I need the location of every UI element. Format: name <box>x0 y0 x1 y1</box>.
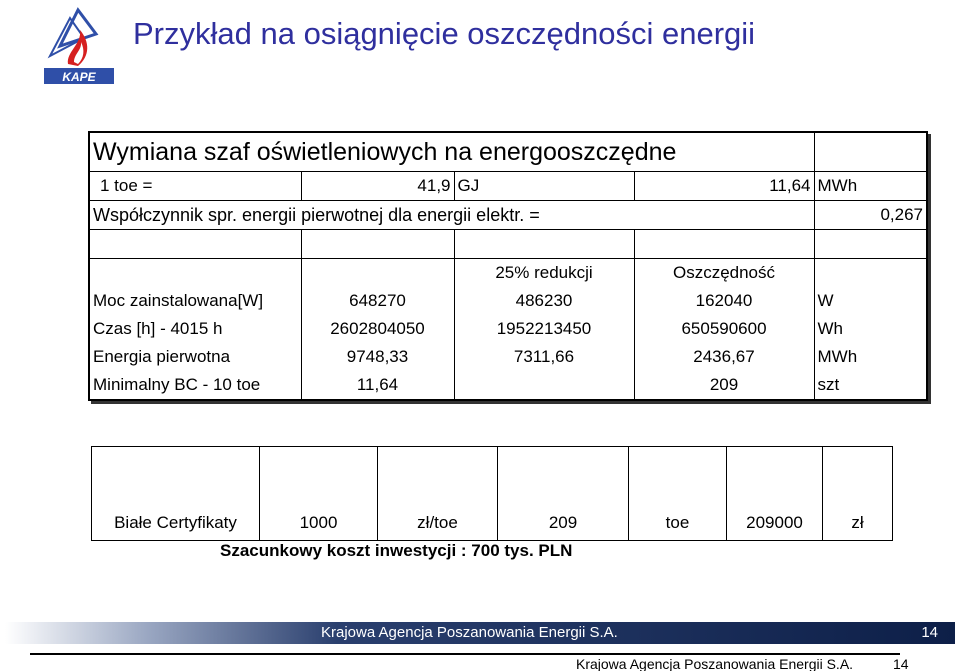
row-label: Energia pierwotna <box>89 343 301 371</box>
column-header <box>89 259 301 288</box>
column-header <box>301 259 454 288</box>
table-cell <box>454 230 634 259</box>
reduced-value: 486230 <box>454 287 634 315</box>
divider <box>30 653 900 655</box>
empty-row <box>89 230 927 259</box>
certificates-table <box>91 446 893 541</box>
unit-value: Wh <box>814 315 927 343</box>
unit-value: szt <box>814 371 927 400</box>
table-row <box>89 287 927 315</box>
footer-bar <box>5 622 955 644</box>
kape-logo <box>30 4 126 90</box>
saving-value: 209 <box>634 371 814 400</box>
table-cell <box>814 230 927 259</box>
certificates-label: Białe Certyfikaty <box>92 447 260 541</box>
toe-mwh-unit: MWh <box>814 172 927 201</box>
saving-value: 162040 <box>634 287 814 315</box>
toe-gj-value: 41,9 <box>301 172 454 201</box>
coefficient-value: 0,267 <box>814 201 927 230</box>
logo-text: KAPE <box>62 70 96 84</box>
row-label: Czas [h] - 4015 h <box>89 315 301 343</box>
base-value: 2602804050 <box>301 315 454 343</box>
footer-ghost <box>0 653 960 671</box>
certificates-total: 209000 <box>727 447 823 541</box>
coefficient-row <box>89 201 927 230</box>
certificates-total-unit: zł <box>823 447 893 541</box>
table-row <box>89 315 927 343</box>
column-header-row <box>89 259 927 288</box>
base-value: 9748,33 <box>301 343 454 371</box>
toe-label: 1 toe = <box>89 172 301 201</box>
table-row <box>89 371 927 400</box>
table-cell <box>634 230 814 259</box>
base-value: 11,64 <box>301 371 454 400</box>
saving-value: 650590600 <box>634 315 814 343</box>
column-header: Oszczędność <box>634 259 814 288</box>
base-value: 648270 <box>301 287 454 315</box>
certificates-amount-unit: toe <box>629 447 727 541</box>
certificates-amount: 209 <box>498 447 629 541</box>
table-heading: Wymiana szaf oświetleniowych na energooszczędne <box>89 132 814 172</box>
column-header: 25% redukcji <box>454 259 634 288</box>
saving-value: 2436,67 <box>634 343 814 371</box>
slide-title: Przykład na osiągnięcie oszczędności energii <box>133 16 756 51</box>
certificates-row <box>92 447 893 541</box>
toe-gj-unit: GJ <box>454 172 634 201</box>
reduced-value <box>454 371 634 400</box>
investment-cost: Szacunkowy koszt inwestycji : 700 tys. PLN <box>220 541 573 560</box>
column-header <box>814 259 927 288</box>
table-row <box>89 343 927 371</box>
toe-row <box>89 172 927 201</box>
table-heading-row <box>89 132 927 172</box>
certificates-price: 1000 <box>260 447 378 541</box>
table-cell <box>301 230 454 259</box>
reduced-value: 1952213450 <box>454 315 634 343</box>
footer-ghost-page: 14 <box>893 656 909 671</box>
coefficient-label: Współczynnik spr. energii pierwotnej dla energii elektr. = <box>89 201 814 230</box>
toe-mwh-value: 11,64 <box>634 172 814 201</box>
page-number: 14 <box>921 624 938 641</box>
table-cell <box>814 132 927 172</box>
table-cell <box>89 230 301 259</box>
certificates-price-unit: zł/toe <box>378 447 498 541</box>
unit-value: MWh <box>814 343 927 371</box>
row-label: Moc zainstalowana[W] <box>89 287 301 315</box>
row-label: Minimalny BC - 10 toe <box>89 371 301 400</box>
reduced-value: 7311,66 <box>454 343 634 371</box>
footer-ghost-text: Krajowa Agencja Poszanowania Energii S.A. <box>576 656 854 671</box>
unit-value: W <box>814 287 927 315</box>
footer-text: Krajowa Agencja Poszanowania Energii S.A. <box>321 624 618 641</box>
savings-table <box>88 131 928 401</box>
